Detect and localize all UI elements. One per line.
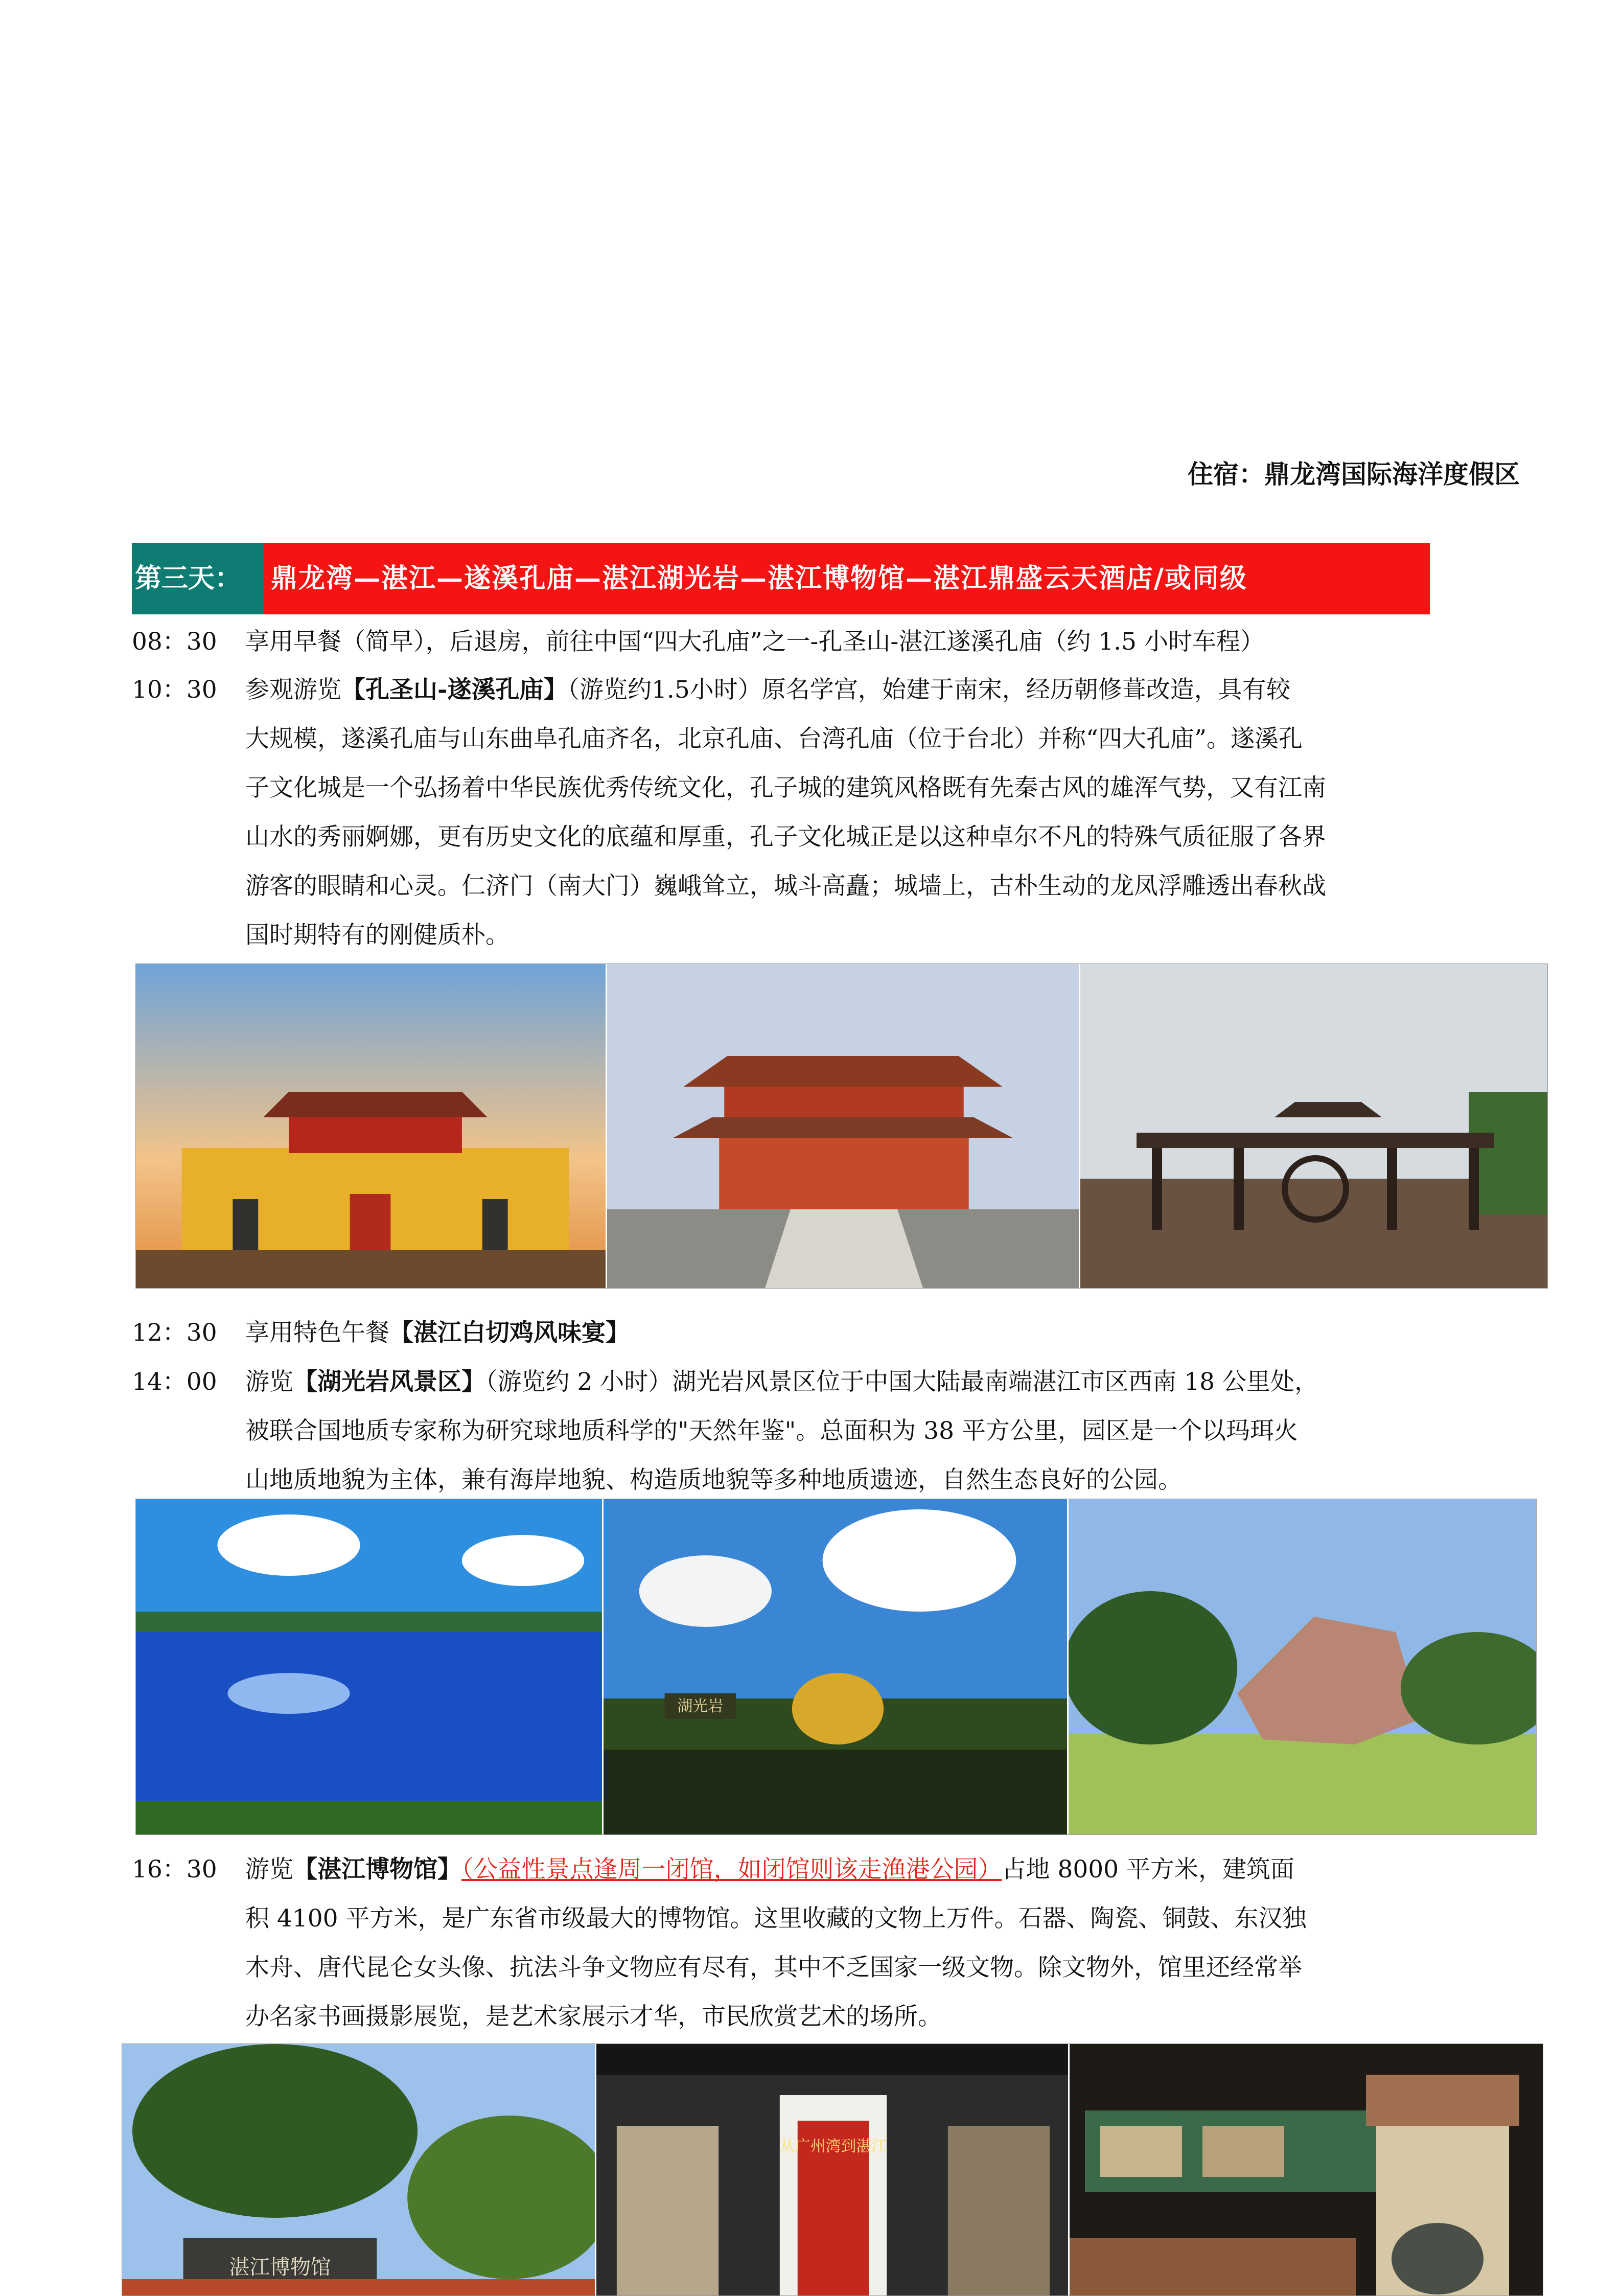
time-1230: 12：30 <box>132 1319 217 1347</box>
activity-text: 占地 8000 平方米，建筑面 <box>1002 1855 1294 1884</box>
activity-intro: 享用特色午餐 <box>245 1319 389 1347</box>
schedule-line <box>245 665 1290 715</box>
activity-intro: 游览 <box>245 1368 293 1396</box>
activity-text: （游览约1.5小时）原名学宫，始建于南宋，经历朝修葺改造，具有较 <box>567 676 1290 704</box>
time-1630: 16：30 <box>132 1855 217 1884</box>
rock-formation-photo <box>1069 1499 1536 1834</box>
attraction-name: 【孔圣山-遂溪孔庙】 <box>341 676 568 704</box>
attraction-name: 【湖光岩风景区】 <box>293 1368 485 1396</box>
temple-hall-photo <box>607 964 1080 1288</box>
photo-row-museum <box>122 2044 1543 2296</box>
schedule-line: 山水的秀丽婀娜，更有历史文化的底蕴和厚重，孔子文化城正是以这种卓尔不凡的特殊气质征服了各界 <box>245 823 1326 851</box>
dragon-statue-photo <box>604 1499 1069 1834</box>
exhibit-banner-text: 从广州湾到湛江 <box>779 2137 887 2156</box>
schedule-line: 木舟、唐代昆仑女头像、抗法斗争文物应有尽有，其中不乏国家一级文物。除文物外，馆里还经常举 <box>245 1954 1302 1982</box>
lake-photo <box>136 1499 604 1834</box>
activity-intro: 参观游览 <box>245 676 341 704</box>
photo-row-huguangyan <box>135 1499 1537 1835</box>
temple-gate-photo <box>136 964 607 1288</box>
photo-row-temple <box>135 963 1548 1289</box>
museum-hall-photo <box>596 2044 1070 2295</box>
schedule-line <box>245 1308 630 1358</box>
schedule-line: 国时期特有的刚健质朴。 <box>245 921 509 949</box>
attraction-name: 【湛江博物馆】 <box>293 1855 461 1884</box>
day-header <box>132 543 1430 614</box>
activity-intro: 游览 <box>245 1855 293 1884</box>
schedule-line: 享用早餐（简早），后退房，前往中国“四大孔庙”之一-孔圣山-湛江遂溪孔庙（约 1.5 小时车程） <box>245 628 1264 656</box>
time-1030: 10：30 <box>132 676 217 704</box>
day-label: 第三天： <box>132 543 264 614</box>
activity-text: （游览约 2 小时）湖光岩风景区位于中国大陆最南端湛江市区西南 18 公里处， <box>485 1368 1318 1396</box>
schedule-line: 办名家书画摄影展览，是艺术家展示才华，市民欣赏艺术的场所。 <box>245 2003 942 2031</box>
temple-archway-photo <box>1080 964 1547 1288</box>
schedule-line <box>245 1845 1294 1894</box>
schedule-line: 被联合国地质专家称为研究球地质科学的"天然年鉴"。总面积为 38 平方公里，园区是一个以玛珥火 <box>245 1417 1298 1445</box>
meal-name: 【湛江白切鸡风味宴】 <box>389 1319 630 1347</box>
museum-exhibit-photo <box>1070 2044 1543 2295</box>
museum-sign-text: 湛江博物馆 <box>229 2255 331 2280</box>
schedule-line <box>245 1358 1318 1407</box>
time-0830: 08：30 <box>132 628 217 656</box>
schedule-line: 积 4100 平方米，是广东省市级最大的博物馆。这里收藏的文物上万件。石器、陶瓷、铜鼓、东汉独 <box>245 1904 1307 1933</box>
stone-sign-text: 湖光岩 <box>677 1697 724 1716</box>
lodging-info: 住宿：鼎龙湾国际海洋度假区 <box>1188 459 1520 489</box>
museum-entrance-photo <box>122 2044 596 2295</box>
schedule-line: 游客的眼睛和心灵。仁济门（南大门）巍峨耸立，城斗高矗；城墙上，古朴生动的龙凤浮雕透出春秋战 <box>245 872 1326 900</box>
closure-notice: （公益性景点逢周一闭馆，如闭馆则该走渔港公园） <box>461 1855 1002 1884</box>
schedule-line: 大规模，遂溪孔庙与山东曲阜孔庙齐名，北京孔庙、台湾孔庙（位于台北）并称“四大孔庙”。遂溪孔 <box>245 725 1303 753</box>
schedule-line: 子文化城是一个弘扬着中华民族优秀传统文化，孔子城的建筑风格既有先秦古风的雄浑气势，又有江南 <box>245 774 1326 802</box>
schedule-line: 山地质地貌为主体，兼有海岸地貌、构造质地貌等多种地质遗迹，自然生态良好的公园。 <box>245 1466 1182 1494</box>
time-1400: 14：00 <box>132 1368 217 1396</box>
day-route: 鼎龙湾—湛江—遂溪孔庙—湛江湖光岩—湛江博物馆—湛江鼎盛云天酒店/或同级 <box>264 543 1430 614</box>
